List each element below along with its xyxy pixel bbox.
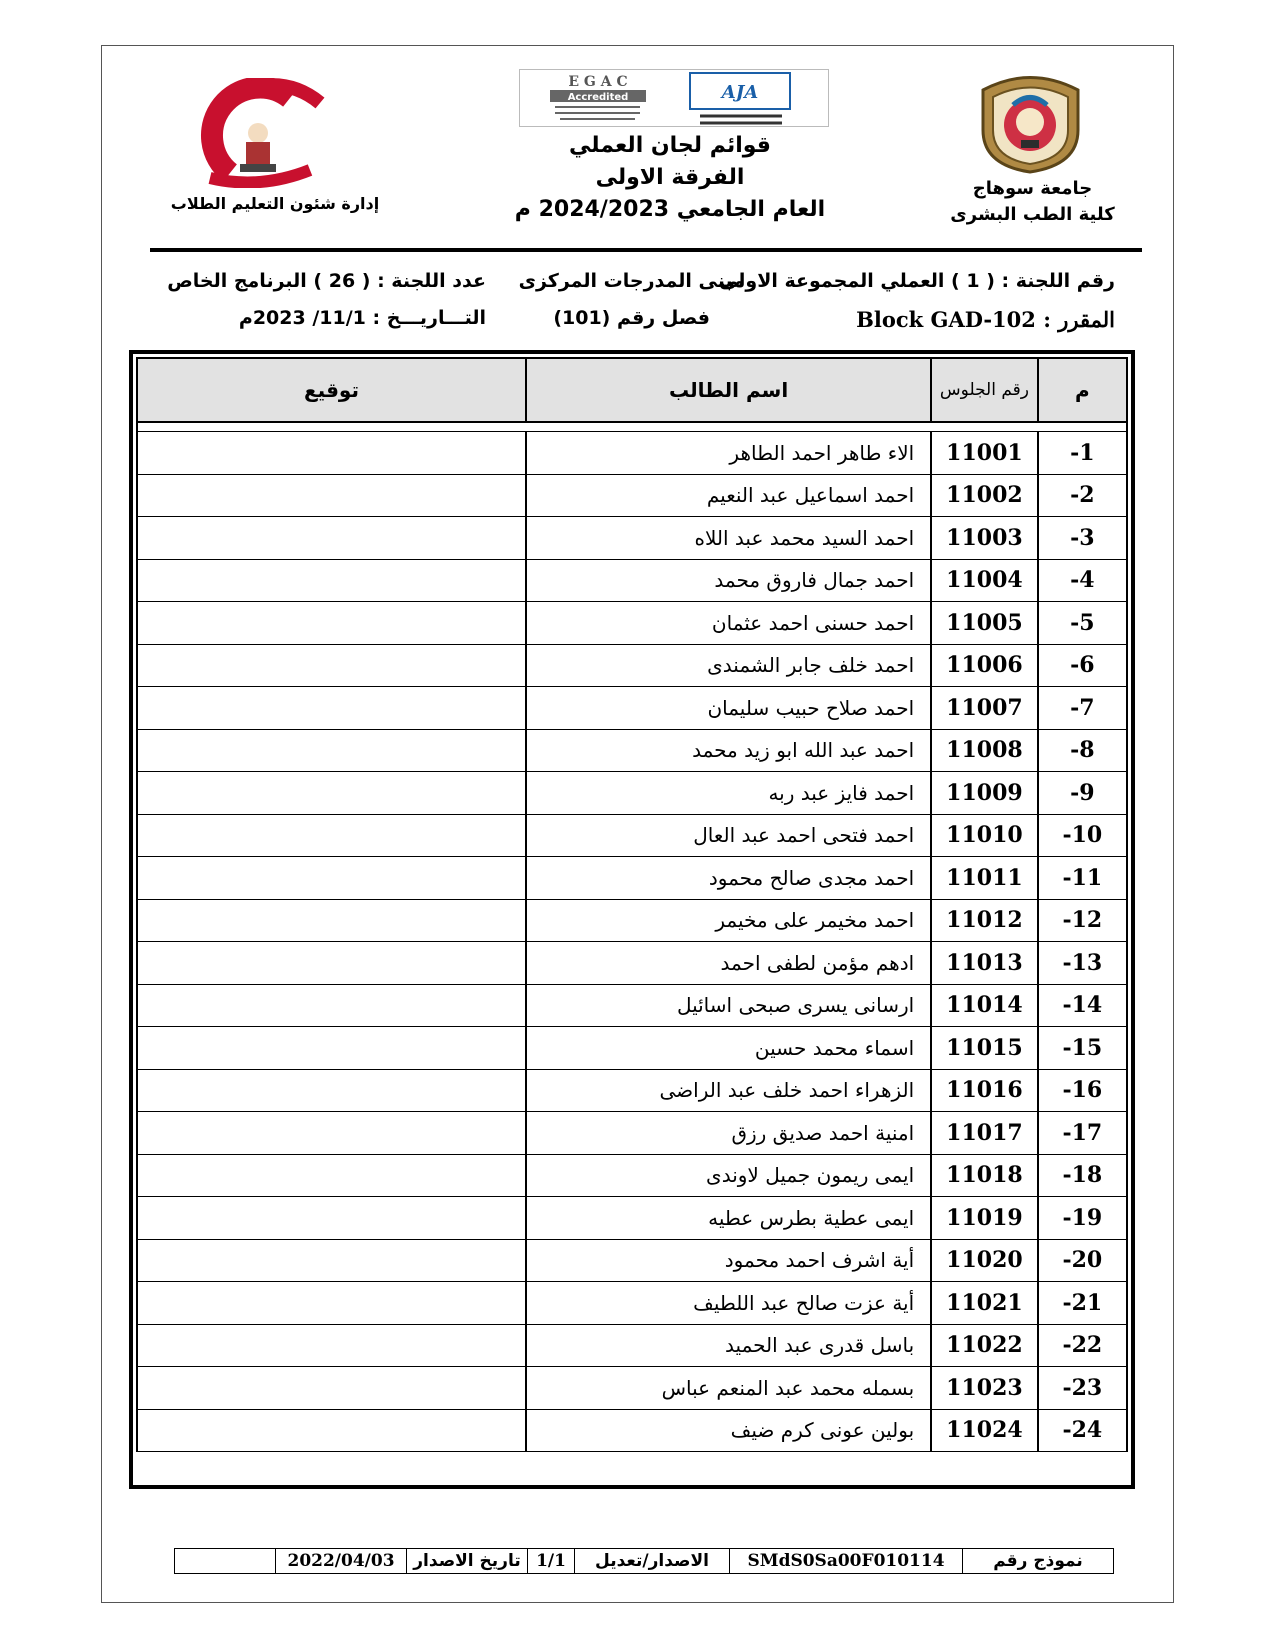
row-seat-number: 11019 <box>931 1197 1038 1240</box>
row-signature <box>137 942 526 985</box>
row-student-name: بولين عونى كرم ضيف <box>526 1409 931 1452</box>
row-signature <box>137 1367 526 1410</box>
document-title-block <box>480 130 860 226</box>
row-student-name: أية اشرف احمد محمود <box>526 1239 931 1282</box>
row-index: -18 <box>1038 1154 1127 1197</box>
table-row <box>137 1069 1127 1112</box>
header-signature: توقيع <box>137 358 526 422</box>
table-row <box>137 517 1127 560</box>
row-signature <box>137 1324 526 1367</box>
row-seat-number: 11022 <box>931 1324 1038 1367</box>
row-seat-number: 11014 <box>931 984 1038 1027</box>
row-index: -4 <box>1038 559 1127 602</box>
university-seal-logo <box>973 70 1088 175</box>
row-index: -16 <box>1038 1069 1127 1112</box>
row-student-name: احمد جمال فاروق محمد <box>526 559 931 602</box>
row-seat-number: 11020 <box>931 1239 1038 1282</box>
row-signature <box>137 1027 526 1070</box>
row-seat-number: 11009 <box>931 772 1038 815</box>
row-seat-number: 11018 <box>931 1154 1038 1197</box>
issue-date: 2022/04/03 <box>275 1549 406 1573</box>
form-footer <box>174 1548 1114 1574</box>
row-signature <box>137 559 526 602</box>
row-index: -12 <box>1038 899 1127 942</box>
committee-number: رقم اللجنة : ( 1 ) العملي المجموعة الاولى <box>719 270 1115 292</box>
row-seat-number: 11011 <box>931 857 1038 900</box>
row-signature <box>137 1282 526 1325</box>
row-index: -10 <box>1038 814 1127 857</box>
table-row <box>137 1027 1127 1070</box>
header-seat-number: رقم الجلوس <box>931 358 1038 422</box>
table-row <box>137 1239 1127 1282</box>
row-signature <box>137 729 526 772</box>
row-seat-number: 11016 <box>931 1069 1038 1112</box>
row-signature <box>137 687 526 730</box>
row-student-name: امنية احمد صديق رزق <box>526 1112 931 1155</box>
table-row <box>137 1112 1127 1155</box>
row-index: -14 <box>1038 984 1127 1027</box>
header-student-name: اسم الطالب <box>526 358 931 422</box>
row-seat-number: 11021 <box>931 1282 1038 1325</box>
document-title: قوائم لجان العملي <box>569 133 771 158</box>
row-seat-number: 11013 <box>931 942 1038 985</box>
issue-date-label: تاريخ الاصدار <box>406 1549 527 1573</box>
table-header-row <box>137 358 1127 422</box>
table-row <box>137 474 1127 517</box>
row-index: -6 <box>1038 644 1127 687</box>
table-row <box>137 814 1127 857</box>
table-row <box>137 984 1127 1027</box>
row-signature <box>137 1409 526 1452</box>
row-index: -21 <box>1038 1282 1127 1325</box>
row-seat-number: 11017 <box>931 1112 1038 1155</box>
row-seat-number: 11005 <box>931 602 1038 645</box>
row-seat-number: 11004 <box>931 559 1038 602</box>
row-student-name: ارسانى يسرى صبحى اسائيل <box>526 984 931 1027</box>
row-signature <box>137 1112 526 1155</box>
row-seat-number: 11003 <box>931 517 1038 560</box>
table-row <box>137 1282 1127 1325</box>
header-divider <box>150 248 1142 252</box>
row-seat-number: 11006 <box>931 644 1038 687</box>
table-row <box>137 772 1127 815</box>
row-student-name: ايمى ريمون جميل لاوندى <box>526 1154 931 1197</box>
row-index: -19 <box>1038 1197 1127 1240</box>
row-seat-number: 11001 <box>931 432 1038 475</box>
svg-text:AJA: AJA <box>721 82 759 103</box>
row-student-name: الزهراء احمد خلف عبد الراضى <box>526 1069 931 1112</box>
row-signature <box>137 814 526 857</box>
table-row <box>137 432 1127 475</box>
svg-text:E G A C: E G A C <box>568 74 628 90</box>
academic-year: العام الجامعي 2024/2023 م <box>514 197 826 222</box>
class-year: الفرقة الاولى <box>595 165 745 190</box>
row-index: -24 <box>1038 1409 1127 1452</box>
row-index: -15 <box>1038 1027 1127 1070</box>
form-number: SMdS0Sa00F010114 <box>729 1549 962 1573</box>
faculty-name: كلية الطب البشرى <box>950 204 1115 225</box>
room-number: فصل رقم (101) <box>553 307 710 329</box>
row-index: -5 <box>1038 602 1127 645</box>
table-row <box>137 1154 1127 1197</box>
row-signature <box>137 517 526 560</box>
exam-date: التـــاريـــخ : 11/1/ 2023م <box>238 307 486 329</box>
row-signature <box>137 772 526 815</box>
row-signature <box>137 474 526 517</box>
faculty-medicine-logo <box>170 78 340 188</box>
building-name: مبنى المدرجات المركزى <box>518 270 745 292</box>
table-row <box>137 602 1127 645</box>
row-signature <box>137 602 526 645</box>
row-signature <box>137 1197 526 1240</box>
row-index: -8 <box>1038 729 1127 772</box>
row-student-name: الاء طاهر احمد الطاهر <box>526 432 931 475</box>
row-seat-number: 11012 <box>931 899 1038 942</box>
department-name: إدارة شئون التعليم الطلاب <box>170 194 380 213</box>
row-signature <box>137 1154 526 1197</box>
row-seat-number: 11015 <box>931 1027 1038 1070</box>
course-code: المقرر : Block GAD-102 <box>856 307 1115 332</box>
row-student-name: احمد مخيمر على مخيمر <box>526 899 931 942</box>
table-row <box>137 1367 1127 1410</box>
table-row <box>137 1324 1127 1367</box>
version-number: 1/1 <box>527 1549 574 1573</box>
table-row <box>137 857 1127 900</box>
row-signature <box>137 1069 526 1112</box>
university-name: جامعة سوهاج <box>972 178 1093 199</box>
row-index: -17 <box>1038 1112 1127 1155</box>
table-row <box>137 1197 1127 1240</box>
row-index: -1 <box>1038 432 1127 475</box>
row-signature <box>137 432 526 475</box>
row-student-name: ادهم مؤمن لطفى احمد <box>526 942 931 985</box>
row-index: -3 <box>1038 517 1127 560</box>
header-index: م <box>1038 358 1127 422</box>
table-row <box>137 687 1127 730</box>
row-student-name: احمد صلاح حبيب سليمان <box>526 687 931 730</box>
university-name-block <box>940 176 1125 228</box>
footer-blank-cell <box>175 1549 275 1573</box>
table-row <box>137 942 1127 985</box>
row-student-name: احمد اسماعيل عبد النعيم <box>526 474 931 517</box>
svg-text:Accredited: Accredited <box>567 92 629 103</box>
row-index: -23 <box>1038 1367 1127 1410</box>
row-signature <box>137 644 526 687</box>
table-row <box>137 559 1127 602</box>
row-seat-number: 11024 <box>931 1409 1038 1452</box>
row-index: -22 <box>1038 1324 1127 1367</box>
row-student-name: ايمى عطية بطرس عطيه <box>526 1197 931 1240</box>
row-signature <box>137 899 526 942</box>
form-number-label: نموذج رقم <box>962 1549 1113 1573</box>
row-student-name: احمد فتحى احمد عبد العال <box>526 814 931 857</box>
table-row <box>137 899 1127 942</box>
row-student-name: باسل قدرى عبد الحميد <box>526 1324 931 1367</box>
row-student-name: أية عزت صالح عبد اللطيف <box>526 1282 931 1325</box>
committee-count: عدد اللجنة : ( 26 ) البرنامج الخاص <box>167 270 486 292</box>
table-row <box>137 644 1127 687</box>
row-index: -7 <box>1038 687 1127 730</box>
row-seat-number: 11007 <box>931 687 1038 730</box>
table-row <box>137 729 1127 772</box>
row-seat-number: 11008 <box>931 729 1038 772</box>
certification-badges <box>519 69 829 127</box>
row-signature <box>137 984 526 1027</box>
row-seat-number: 11002 <box>931 474 1038 517</box>
row-seat-number: 11023 <box>931 1367 1038 1410</box>
row-student-name: احمد مجدى صالح محمود <box>526 857 931 900</box>
version-label: الاصدار/تعديل <box>574 1549 729 1573</box>
row-student-name: اسماء محمد حسين <box>526 1027 931 1070</box>
header-gap <box>137 422 1127 432</box>
row-index: -9 <box>1038 772 1127 815</box>
row-index: -13 <box>1038 942 1127 985</box>
row-student-name: احمد خلف جابر الشمندى <box>526 644 931 687</box>
row-index: -2 <box>1038 474 1127 517</box>
row-signature <box>137 857 526 900</box>
row-index: -11 <box>1038 857 1127 900</box>
row-signature <box>137 1239 526 1282</box>
student-table <box>136 357 1128 1452</box>
row-student-name: احمد السيد محمد عبد اللاه <box>526 517 931 560</box>
row-seat-number: 11010 <box>931 814 1038 857</box>
row-student-name: احمد حسنى احمد عثمان <box>526 602 931 645</box>
row-student-name: احمد عبد الله ابو زيد محمد <box>526 729 931 772</box>
row-index: -20 <box>1038 1239 1127 1282</box>
row-student-name: احمد فايز عبد ربه <box>526 772 931 815</box>
table-row <box>137 1409 1127 1452</box>
row-student-name: بسمله محمد عبد المنعم عباس <box>526 1367 931 1410</box>
